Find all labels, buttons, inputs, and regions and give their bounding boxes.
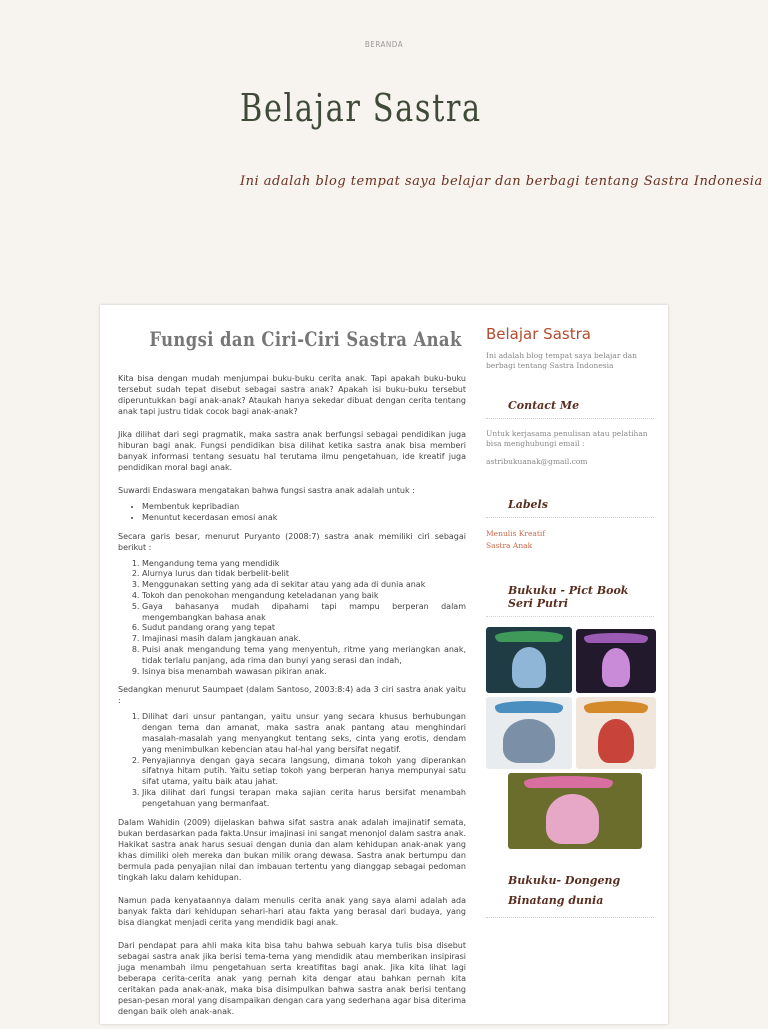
post-paragraph: Dari pendapat para ahli maka kita bisa tahu bahwa sebuah karya tulis bisa disebut sebagai sastra anak jika berisi tema-tema yang mendidik atau memberikan insipirasi juga menambah ilmu pengetahuan serta kreatifitas bagi anak. Jika kita lihat lagi beberapa cerita-cerita anak yang pernah kita dengar atau bahkan pernah kita ceritakan pada anak-anak, maka bisa disimpulkan bahwa sastra anak berisi tentang pesan-pesan moral yang disampaikan dengan cara yang sederhana agar bisa diterima dengan baik oleh anak-anak. — [118, 940, 467, 1016]
post-paragraph: Namun pada kenyataannya dalam menulis cerita anak yang saya alami adalah ada banyak fakta dari kehidupan sehari-hari atau fakta yang berasal dari budaya, yang bisa diangkat menjadi cerita yang mendidik bagi anak. — [118, 895, 466, 927]
book-cover-image — [508, 773, 642, 849]
list-item: 2. Penyajiannya dengan gaya secara langsung, dimana tokoh yang diperankan sifatnya hitam putih. Yaitu setiap tokoh yang berperan hanya mempunyai satu sifat utama, yaitu baik atau jahat. — [142, 756, 466, 788]
gallery2-heading: Bukuku- Dongeng Binatang dunia — [486, 871, 654, 918]
nav-home-link[interactable]: BERANDA — [364, 40, 404, 49]
list-item: 1. Mengandung tema yang mendidik — [142, 559, 466, 570]
list-item: 8. Puisi anak mengandung tema yang menyentuh, ritme yang meriangkan anak, tidak terlalu panjang, ada rima dan bunyi yang serasi dan indah, — [142, 645, 466, 667]
post-paragraph: Dalam Wahidin (2009) dijelaskan bahwa sifat sastra anak adalah imajinatif semata, bukan berdasarkan pada fakta.Unsur imajinasi ini sangat menonjol dalam sastra anak. Hakikat sastra anak harus sesuai dengan dunia dan alam kehidupan anak-anak yang khas dimiliki oleh mereka dan bukan milik orang dewasa. Sastra anak bertumpu dan bermula pada penyajian nilai dan imbauan tertentu yang dianggap sebagai pedoman tingkah laku dalam kehidupan. — [118, 817, 466, 882]
post-paragraph: Kita bisa dengan mudah menjumpai buku-buku cerita anak. Tapi apakah buku-buku tersebut sudah tepat disebut sebagai sastra anak? Apakah isi buku-buku tersebut diperuntukkan bagi anak-anak? Ataukah hanya sekedar dibuat dengan cerita tentang anak tapi justru tidak cocok bagi anak-anak? — [118, 374, 466, 416]
blog-tagline: Ini adalah blog tempat saya belajar dan berbagi tentang Sastra Indonesia — [240, 174, 763, 189]
post-paragraph: Secara garis besar, menurut Puryanto (2008:7) sastra anak memiliki ciri sebagai berikut : — [118, 531, 466, 552]
post-paragraph: Suwardi Endaswara mengatakan bahwa fungsi sastra anak adalah untuk : — [118, 486, 415, 495]
blog-title[interactable]: Belajar Sastra — [240, 86, 482, 130]
contact-text: Untuk kerjasama penulisan atau pelatihan bisa menghubungi email : — [486, 429, 648, 448]
book-cover-image — [486, 697, 572, 769]
book-cover-image — [576, 697, 656, 769]
list-item: 4. Tokoh dan penokohan mengandung keteladanan yang baik — [142, 591, 466, 602]
book-cover-image — [576, 629, 656, 693]
sidebar — [486, 325, 654, 928]
list-item: 9. Isinya bisa menambah wawasan pikiran anak. — [142, 667, 466, 678]
book-gallery-image[interactable] — [486, 627, 658, 849]
label-link-sastra-anak[interactable]: Sastra Anak — [486, 541, 533, 550]
content-card — [100, 305, 668, 1024]
post-paragraph: Jika dilihat dari segi pragmatik, maka sastra anak berfungsi sebagai pendidikan juga hiburan bagi anak. Fungsi pendidikan bisa dilihat ketika sastra anak bisa memberi banyak informasi tentang sesuatu hal terutama ilmu pengetahuan, ide kreatif juga pendidikan moral bagi anak. — [118, 430, 466, 472]
gallery-heading: Bukuku - Pict Book Seri Putri — [486, 584, 654, 617]
list-item: 7. Imajinasi masih dalam jangkauan anak. — [142, 634, 466, 645]
ciri3-list — [118, 712, 466, 809]
contact-heading: Contact Me — [486, 399, 654, 419]
sidebar-description: Ini adalah blog tempat saya belajar dan berbagi tentang Sastra Indonesia — [486, 351, 637, 370]
list-item: 5. Gaya bahasanya mudah dipahami tapi mampu berperan dalam mengembangkan bahasa anak — [142, 602, 466, 624]
contact-email: astribukuanak@gmail.com — [486, 457, 588, 466]
post-title[interactable]: Fungsi dan Ciri-Ciri Sastra Anak — [149, 327, 462, 351]
list-item: 2. Alurnya lurus dan tidak berbelit-belit — [142, 569, 466, 580]
list-item: 3. Jika dilihat dari fungsi terapan maka sajian cerita harus bersifat menambah pengetahuan yang bermanfaat. — [142, 788, 466, 810]
sidebar-blog-title[interactable]: Belajar Sastra — [486, 325, 591, 343]
list-item: • Menuntut kecerdasan emosi anak — [142, 513, 466, 524]
labels-list — [486, 528, 654, 552]
list-item: 6. Sudut pandang orang yang tepat — [142, 623, 466, 634]
list-item: 3. Menggunakan setting yang ada di sekitar atau yang ada di dunia anak — [142, 580, 466, 591]
labels-heading: Labels — [486, 498, 654, 518]
post-paragraph: Sedangkan menurut Saumpaet (dalam Santoso, 2003:8:4) ada 3 ciri sastra anak yaitu : — [118, 685, 466, 706]
ciri-list — [118, 559, 466, 678]
post — [118, 327, 466, 1029]
list-item: 1. Dilihat dari unsur pantangan, yaitu unsur yang secara khusus berhubungan dengan tema dan amanat, maka sastra anak pantang atau menghindari masalah-masalah yang menyangkut tentang seks, cinta yang erotis, dendam yang menimbulkan kebencian atau hal-hal yang bersifat negatif. — [142, 712, 466, 755]
list-item: • Membentuk kepribadian — [142, 502, 466, 513]
book-cover-image — [486, 627, 572, 693]
label-link-menulis-kreatif[interactable]: Menulis Kreatif — [486, 529, 546, 538]
fungsi-list — [118, 502, 466, 524]
